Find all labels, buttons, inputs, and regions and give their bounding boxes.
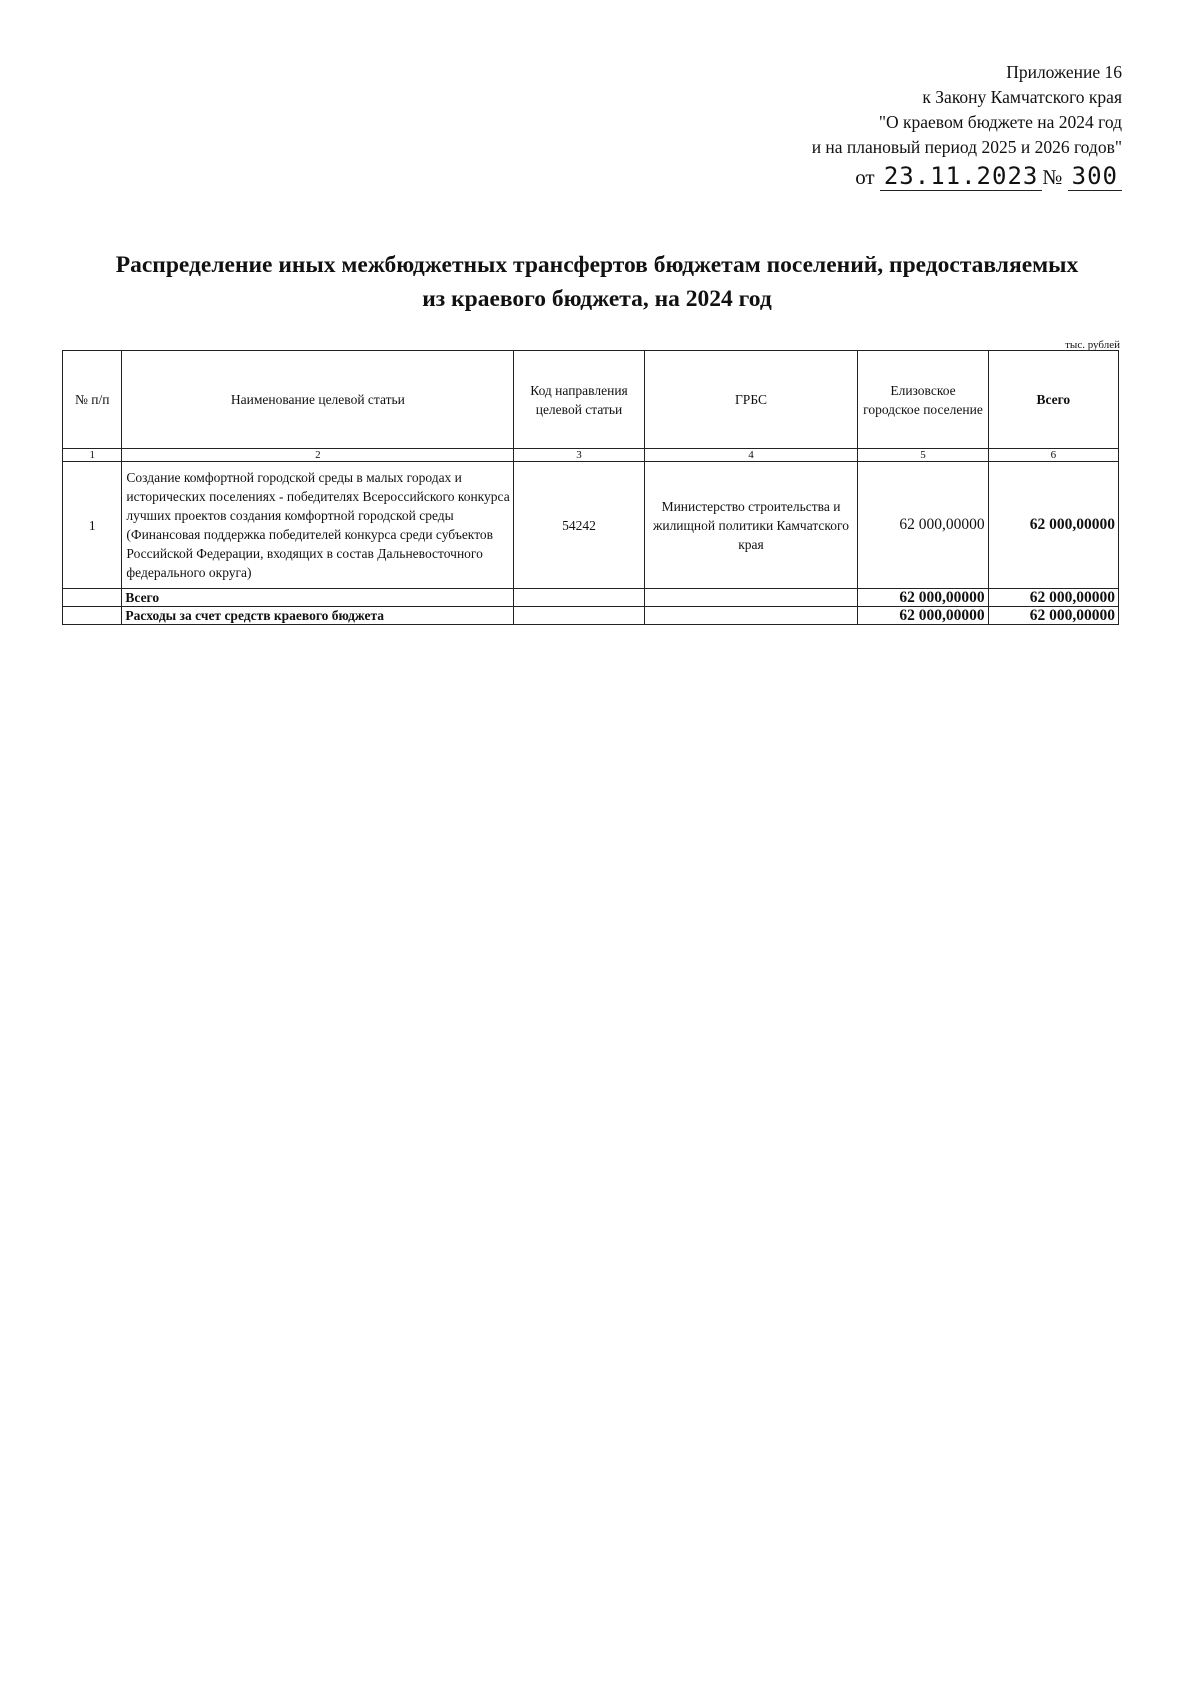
- transfers-table: [62, 350, 1119, 625]
- summary-row-regional: [63, 607, 1119, 625]
- summary-code: [514, 607, 644, 625]
- row-num: 1: [63, 462, 122, 589]
- summary-grbs: [644, 589, 858, 607]
- unit-label: тыс. рублей: [1065, 339, 1120, 351]
- summary-num: [63, 589, 122, 607]
- header-num: № п/п: [63, 351, 122, 449]
- summary-total-amount: 62 000,00000: [988, 607, 1118, 625]
- document-title: [62, 248, 1132, 316]
- row-elizovo-amount: 62 000,00000: [858, 462, 988, 589]
- row-name: Создание комфортной городской среды в малых городах и исторических поселениях - победителях Всероссийского конкурса лучших проектов создания комфортной городской среды (Финансовая поддержка победителей конкурса среди субъектов Российской Федерации, входящих в состав Дальневосточного федерального округа): [122, 462, 514, 589]
- summary-label: Всего: [122, 589, 514, 607]
- appendix-dateline: [855, 164, 1122, 190]
- table-header-row: [63, 351, 1119, 449]
- appendix-header: [562, 60, 1122, 191]
- summary-grbs: [644, 607, 858, 625]
- column-number: 1: [63, 449, 122, 462]
- row-total-amount: 62 000,00000: [988, 462, 1118, 589]
- appendix-law-ref: к Закону Камчатского края: [922, 87, 1122, 107]
- column-number: 2: [122, 449, 514, 462]
- column-number: 4: [644, 449, 858, 462]
- header-elizovo: Елизовское городское поселение: [858, 351, 988, 449]
- date-prefix: от: [855, 165, 875, 189]
- summary-num: [63, 607, 122, 625]
- title-line-1: Распределение иных межбюджетных трансфертов бюджетам поселений, предоставляемых: [115, 252, 1079, 278]
- table-row: [63, 462, 1119, 589]
- title-line-2: из краевого бюджета, на 2024 год: [422, 286, 772, 312]
- row-code: 54242: [514, 462, 644, 589]
- column-number: 3: [514, 449, 644, 462]
- summary-label: Расходы за счет средств краевого бюджета: [122, 607, 514, 625]
- appendix-title: Приложение 16: [1006, 62, 1122, 82]
- column-number: 6: [988, 449, 1118, 462]
- summary-elizovo-amount: 62 000,00000: [858, 607, 988, 625]
- column-number: 5: [858, 449, 988, 462]
- summary-row-total: [63, 589, 1119, 607]
- summary-code: [514, 589, 644, 607]
- row-grbs: Министерство строительства и жилищной политики Камчатского края: [644, 462, 858, 589]
- law-date: 23.11.2023: [880, 162, 1043, 191]
- header-name: Наименование целевой статьи: [122, 351, 514, 449]
- appendix-law-name: "О краевом бюджете на 2024 год: [878, 112, 1122, 132]
- appendix-law-name-cont: и на плановый период 2025 и 2026 годов": [811, 137, 1122, 157]
- law-number: 300: [1068, 162, 1122, 191]
- number-prefix: №: [1042, 165, 1063, 189]
- header-total: Всего: [988, 351, 1118, 449]
- column-numbers-row: [63, 449, 1119, 462]
- header-grbs: ГРБС: [644, 351, 858, 449]
- summary-elizovo-amount: 62 000,00000: [858, 589, 988, 607]
- header-code: Код направления целевой статьи: [514, 351, 644, 449]
- summary-total-amount: 62 000,00000: [988, 589, 1118, 607]
